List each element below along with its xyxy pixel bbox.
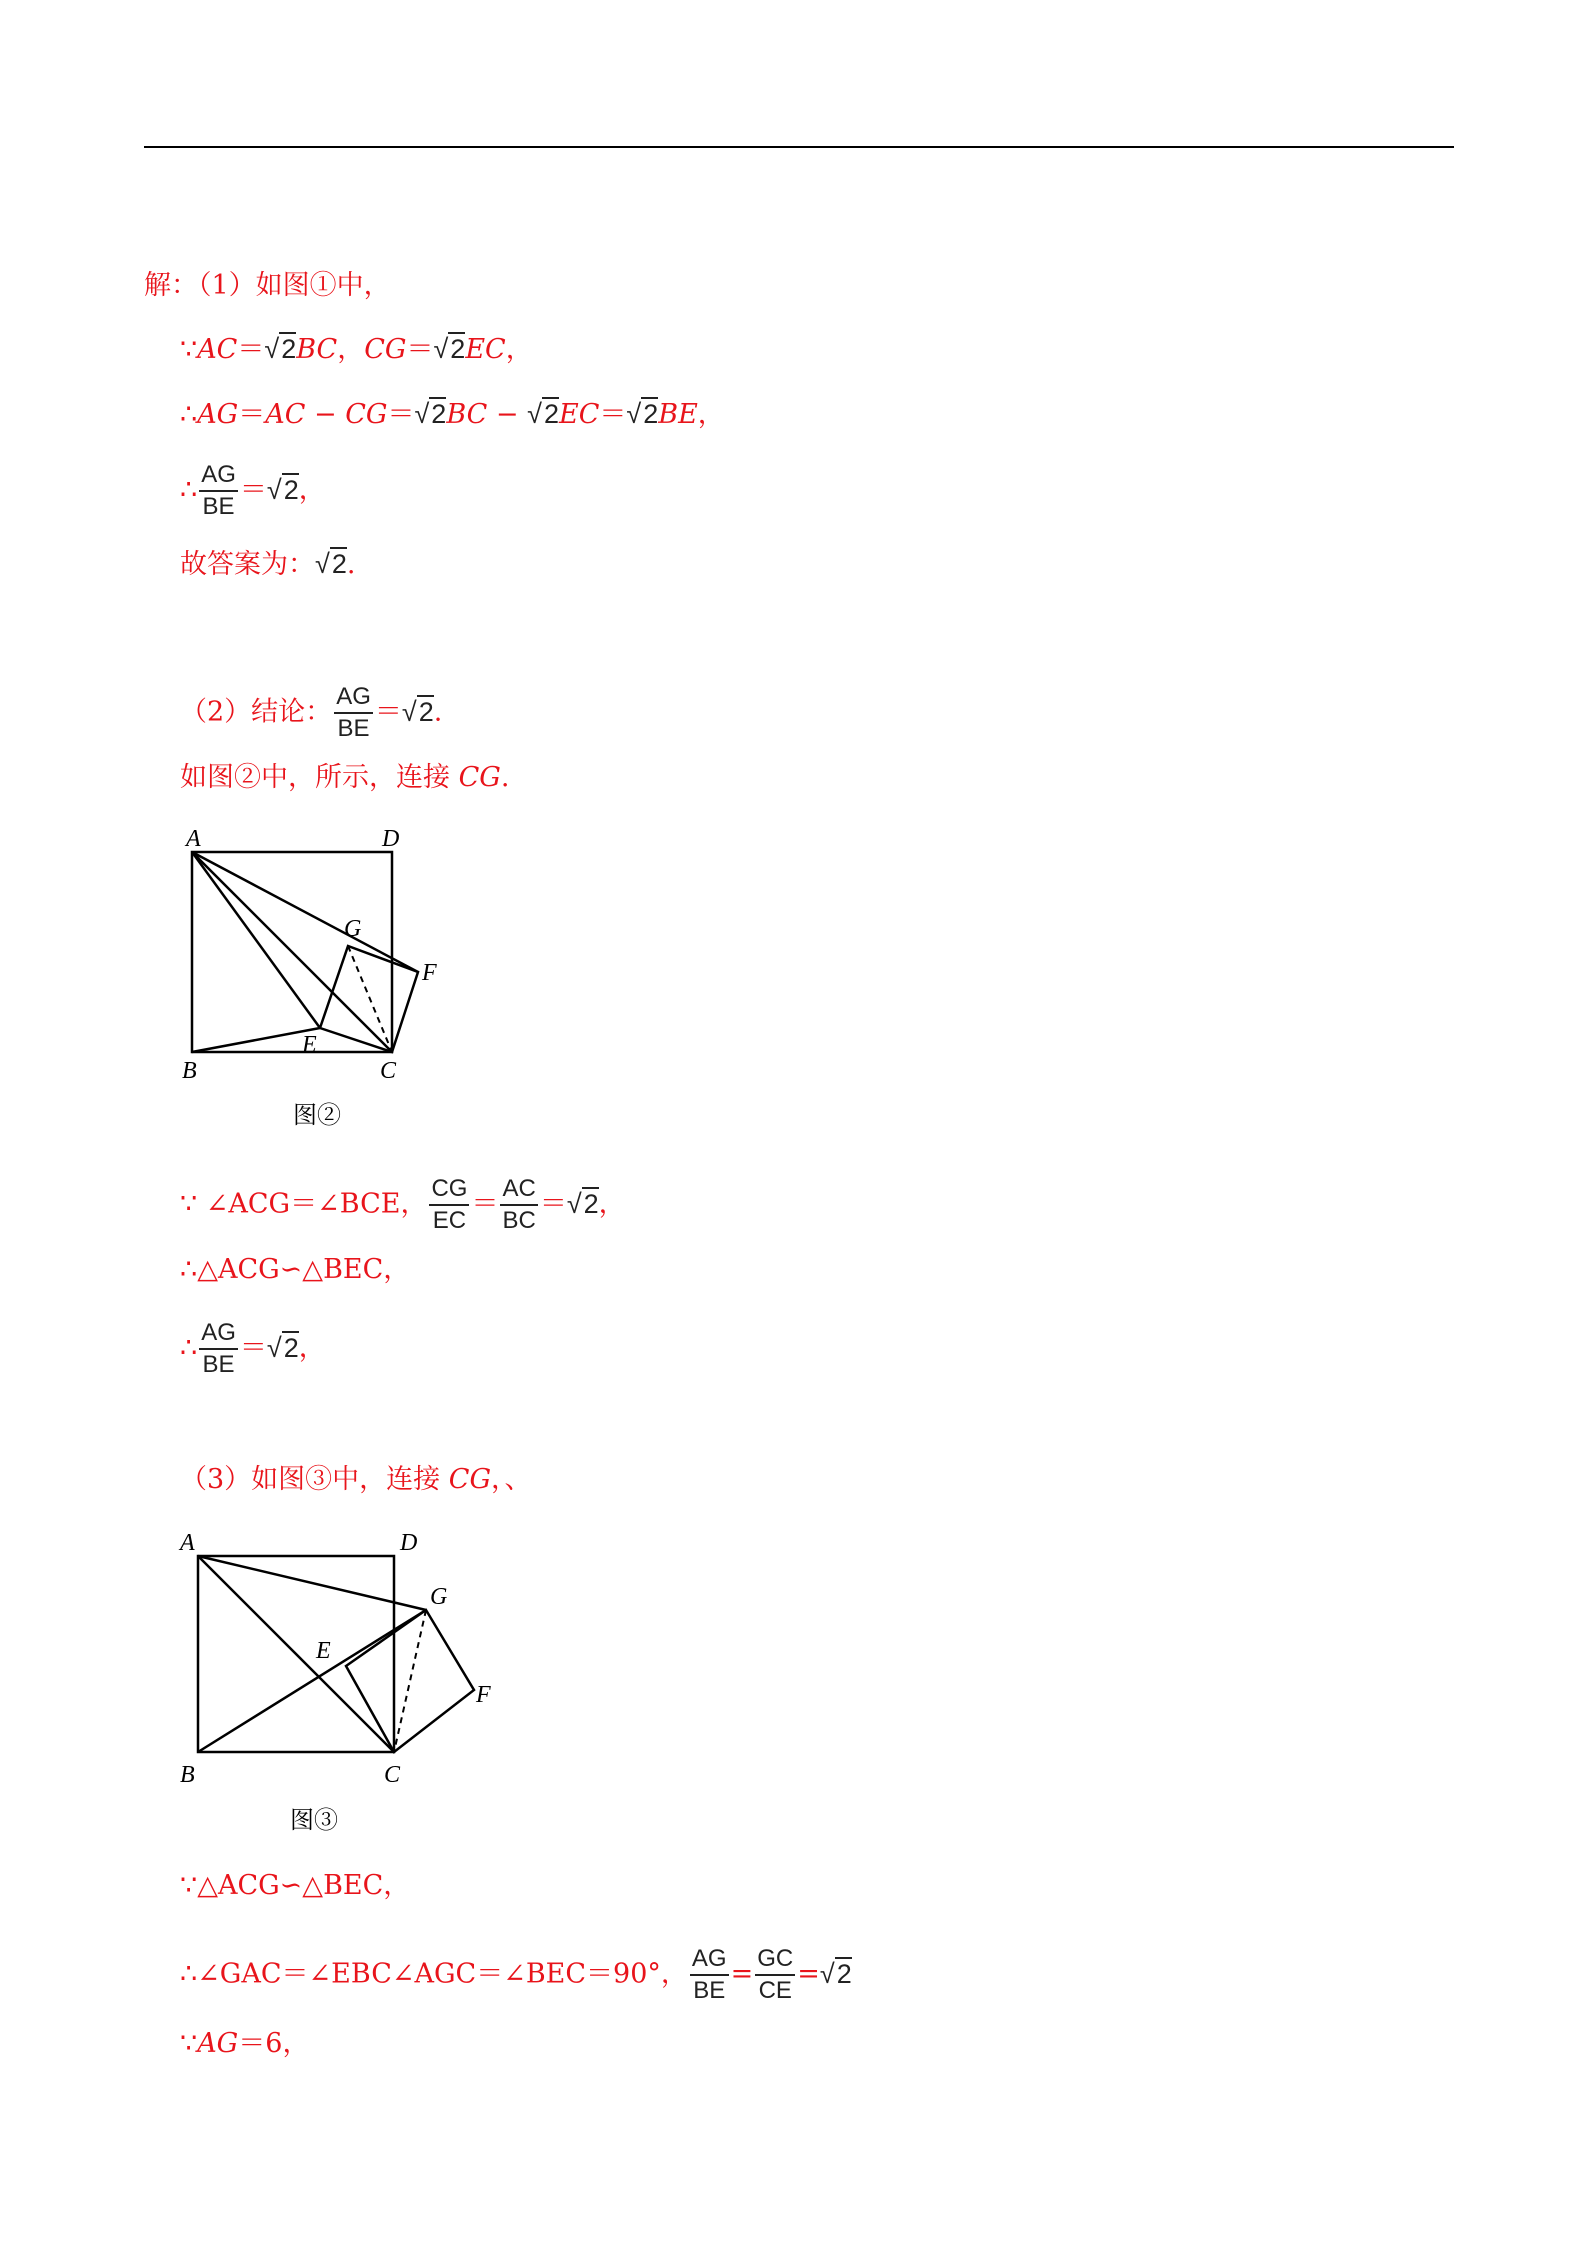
figure-2-caption: 图② xyxy=(293,1102,341,1129)
part3-line1: ∵△ACG∽△BEC， xyxy=(180,1870,411,1901)
part1-line3: ∴ $\frac{AG}{BE}$ ＝√2， xyxy=(180,461,326,520)
part1-answer: 故答案为：√2. xyxy=(180,549,356,580)
figure-2-diagram xyxy=(170,820,490,1130)
part2-line3: ∴ $\frac{AG}{BE}$ ＝√2， xyxy=(180,1319,326,1378)
label-f: F xyxy=(422,960,437,986)
part1-line1: ∵AC＝√2BC，CG＝√2EC， xyxy=(180,329,533,370)
part2-line1: ∵ ∠ACG＝∠BCE， $\frac{CG}{EC}$ ＝ $\frac{AC}{BC}$ ＝√2， xyxy=(180,1175,626,1234)
label-a: A xyxy=(186,826,201,852)
segment-bg xyxy=(198,1610,426,1752)
part3-intro: （3）如图③中，连接 CG，、 xyxy=(180,1464,532,1495)
segment-ag xyxy=(192,852,418,972)
segment-ag xyxy=(198,1556,426,1610)
part2-connect: 如图②中，所示，连接 CG. xyxy=(180,762,510,793)
segment-ae xyxy=(192,852,320,1028)
label-e: E xyxy=(302,1032,317,1058)
figure-3-caption: 图③ xyxy=(290,1807,338,1834)
label-c: C xyxy=(384,1762,401,1788)
part2-conclusion: （2）结论： $\frac{AG}{BE}$ ＝√2. xyxy=(180,683,443,742)
label-d: D xyxy=(400,1530,418,1556)
label-b: B xyxy=(182,1058,197,1084)
segment-be xyxy=(192,1028,320,1052)
part1-intro: 解：（1）如图①中， xyxy=(144,270,391,301)
figure-2 xyxy=(170,820,490,1134)
label-e: E xyxy=(316,1638,331,1664)
label-g: G xyxy=(430,1584,448,1610)
label-a: A xyxy=(180,1530,195,1556)
sqrt-2: √2 xyxy=(264,334,297,364)
fraction-ag-be: $\frac{AG}{BE}$ xyxy=(201,461,236,520)
label-f: F xyxy=(476,1682,491,1708)
figure-3-diagram xyxy=(170,1520,530,1840)
part3-line3: ∵AG＝6， xyxy=(180,2028,310,2059)
header-rule xyxy=(144,146,1454,148)
dashed-cg xyxy=(348,946,392,1052)
label-c: C xyxy=(380,1058,397,1084)
label-b: B xyxy=(180,1762,195,1788)
label-g: G xyxy=(344,916,362,942)
part2-line2: ∴△ACG∽△BEC， xyxy=(180,1254,411,1285)
figure-3 xyxy=(170,1520,530,1844)
sqrt-2: √2 xyxy=(433,334,466,364)
part1-line2: ∴AG＝AC − CG＝√2BC − √2EC＝√2BE， xyxy=(180,399,725,430)
part3-line2: ∴∠GAC＝∠EBC∠AGC＝∠BEC＝90°， $\frac{AG}{BE}$ = $\frac{GC}{CE}$ =√2 xyxy=(180,1945,852,2004)
label-d: D xyxy=(382,826,400,852)
square-egfc xyxy=(346,1610,474,1752)
